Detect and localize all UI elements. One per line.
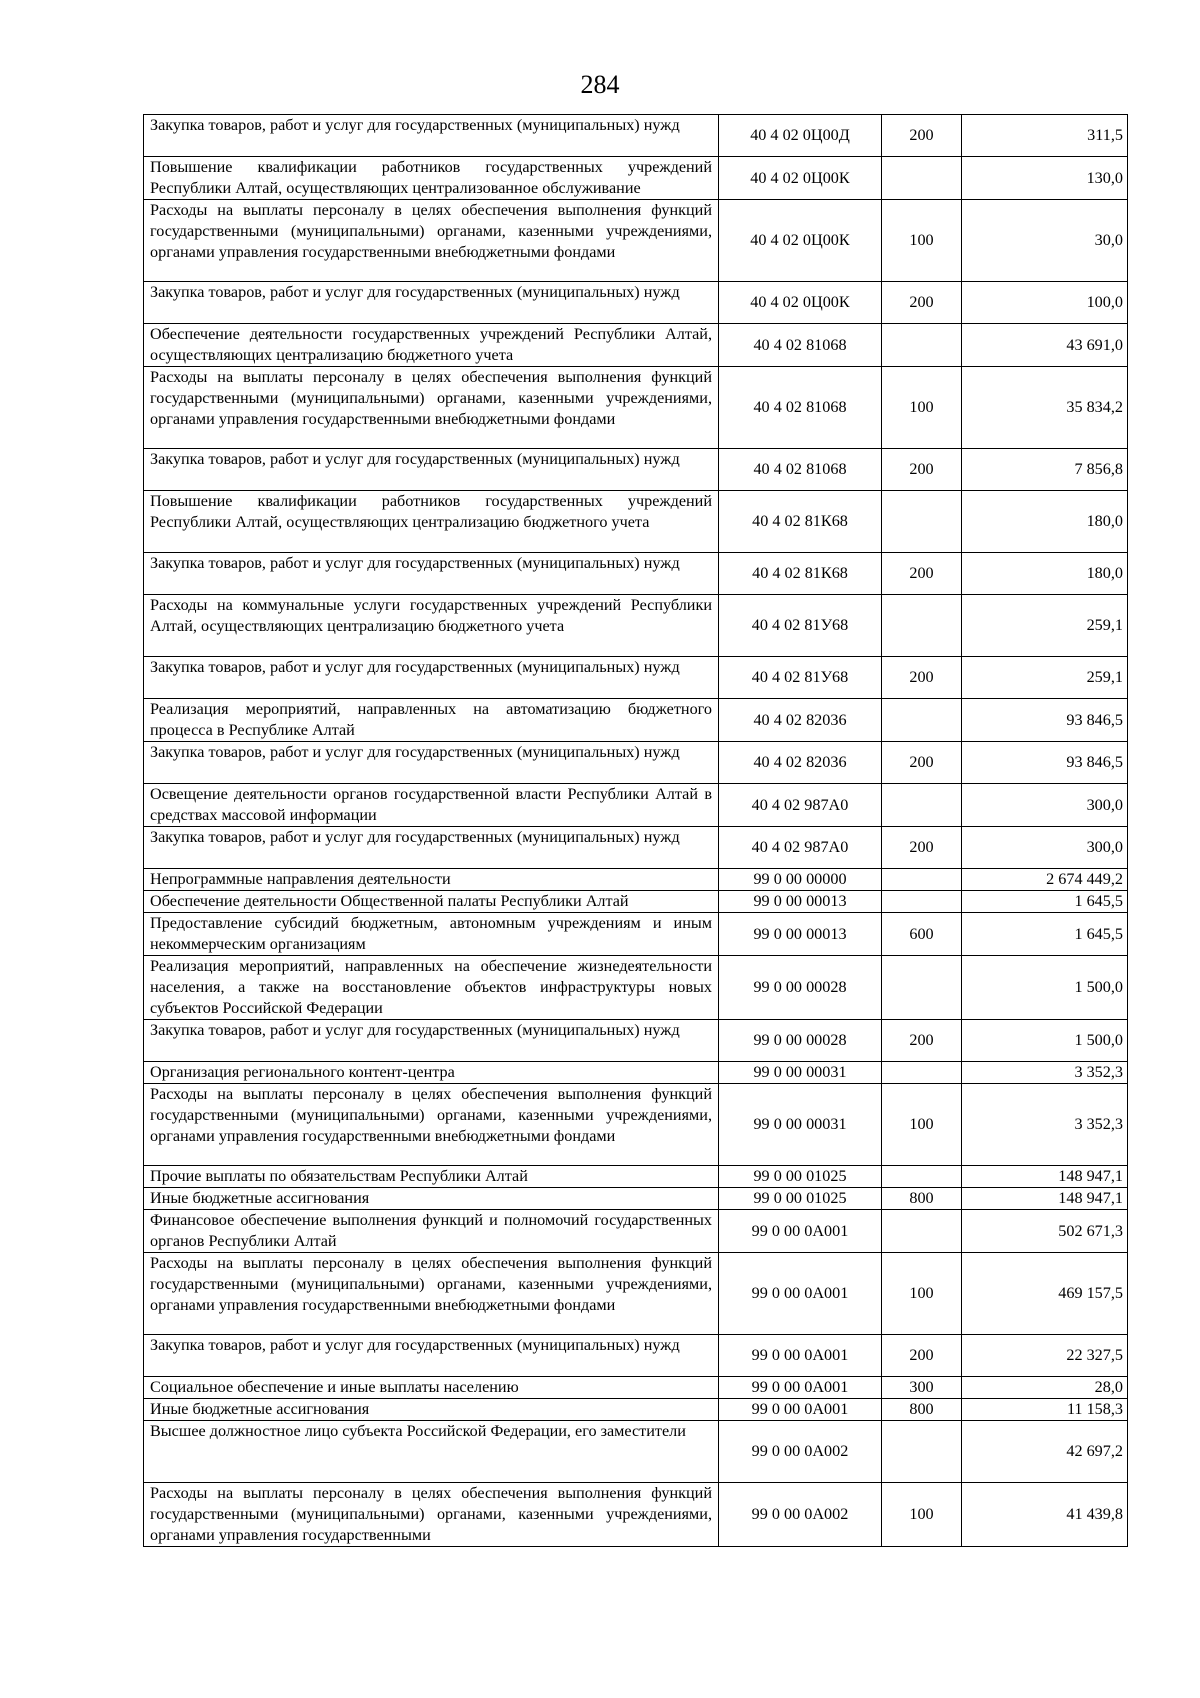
table-row: [144, 324, 1128, 367]
row-description: Закупка товаров, работ и услуг для государственных (муниципальных) нужд: [144, 1335, 719, 1377]
table-row: [144, 1377, 1128, 1399]
row-amount: 22 327,5: [962, 1335, 1128, 1377]
row-description: Закупка товаров, работ и услуг для государственных (муниципальных) нужд: [144, 742, 719, 784]
row-expense-type: 100: [882, 1084, 962, 1166]
row-description: Прочие выплаты по обязательствам Республики Алтай: [144, 1166, 719, 1188]
row-amount: 130,0: [962, 157, 1128, 200]
row-budget-code: 99 0 00 0А002: [719, 1421, 882, 1483]
row-expense-type: [882, 491, 962, 553]
row-amount: 28,0: [962, 1377, 1128, 1399]
row-expense-type: 200: [882, 657, 962, 699]
table-row: [144, 657, 1128, 699]
row-description: Иные бюджетные ассигнования: [144, 1399, 719, 1421]
row-amount: 1 500,0: [962, 956, 1128, 1020]
row-expense-type: [882, 956, 962, 1020]
row-description: Реализация мероприятий, направленных на обеспечение жизнедеятельности населения, а также на восстановление объектов инфраструктуры новых субъектов Российской Федерации: [144, 956, 719, 1020]
row-description: Иные бюджетные ассигнования: [144, 1188, 719, 1210]
row-expense-type: 200: [882, 449, 962, 491]
row-expense-type: 200: [882, 742, 962, 784]
table-row: [144, 956, 1128, 1020]
table-row: [144, 1166, 1128, 1188]
row-description: Социальное обеспечение и иные выплаты населению: [144, 1377, 719, 1399]
row-expense-type: [882, 1421, 962, 1483]
row-budget-code: 40 4 02 0Ц00Д: [719, 115, 882, 157]
page-number: 284: [580, 70, 620, 99]
row-amount: 2 674 449,2: [962, 869, 1128, 891]
row-description: Закупка товаров, работ и услуг для государственных (муниципальных) нужд: [144, 282, 719, 324]
row-budget-code: 99 0 00 00031: [719, 1062, 882, 1084]
row-description: Обеспечение деятельности Общественной палаты Республики Алтай: [144, 891, 719, 913]
table-row: [144, 1062, 1128, 1084]
table-row: [144, 553, 1128, 595]
row-expense-type: [882, 595, 962, 657]
row-description: Закупка товаров, работ и услуг для государственных (муниципальных) нужд: [144, 657, 719, 699]
row-description: Непрограммные направления деятельности: [144, 869, 719, 891]
row-amount: 502 671,3: [962, 1210, 1128, 1253]
row-amount: 41 439,8: [962, 1483, 1128, 1547]
row-amount: 30,0: [962, 200, 1128, 282]
row-amount: 1 645,5: [962, 913, 1128, 956]
row-budget-code: 99 0 00 0А001: [719, 1253, 882, 1335]
row-expense-type: [882, 869, 962, 891]
table-row: [144, 827, 1128, 869]
row-description: Реализация мероприятий, направленных на автоматизацию бюджетного процесса в Республике Алтай: [144, 699, 719, 742]
row-amount: 7 856,8: [962, 449, 1128, 491]
row-description: Повышение квалификации работников государственных учреждений Республики Алтай, осуществляющих централизованное обслуживание: [144, 157, 719, 200]
row-description: Освещение деятельности органов государственной власти Республики Алтай в средствах массовой информации: [144, 784, 719, 827]
row-budget-code: 40 4 02 81У68: [719, 657, 882, 699]
row-budget-code: 40 4 02 81К68: [719, 553, 882, 595]
table-row: [144, 200, 1128, 282]
table-row: [144, 913, 1128, 956]
row-amount: 93 846,5: [962, 699, 1128, 742]
table-row: [144, 367, 1128, 449]
row-description: Предоставление субсидий бюджетным, автономным учреждениям и иным некоммерческим организациям: [144, 913, 719, 956]
row-amount: 42 697,2: [962, 1421, 1128, 1483]
row-description: Расходы на выплаты персоналу в целях обеспечения выполнения функций государственными (муниципальными) органами, казенными учреждениями, органами управления государственными внебюджетными фондами: [144, 1084, 719, 1166]
row-expense-type: 100: [882, 367, 962, 449]
row-budget-code: 40 4 02 987А0: [719, 784, 882, 827]
table-row: [144, 282, 1128, 324]
table-row: [144, 1335, 1128, 1377]
row-budget-code: 99 0 00 00028: [719, 956, 882, 1020]
row-budget-code: 99 0 00 0А001: [719, 1210, 882, 1253]
row-budget-code: 40 4 02 987А0: [719, 827, 882, 869]
table-row: [144, 1399, 1128, 1421]
row-expense-type: 300: [882, 1377, 962, 1399]
row-description: Обеспечение деятельности государственных учреждений Республики Алтай, осуществляющих централизацию бюджетного учета: [144, 324, 719, 367]
row-expense-type: 200: [882, 553, 962, 595]
row-budget-code: 99 0 00 00013: [719, 891, 882, 913]
row-amount: 180,0: [962, 491, 1128, 553]
table-row: [144, 115, 1128, 157]
row-description: Закупка товаров, работ и услуг для государственных (муниципальных) нужд: [144, 449, 719, 491]
row-budget-code: 40 4 02 81К68: [719, 491, 882, 553]
row-description: Финансовое обеспечение выполнения функций и полномочий государственных органов Республики Алтай: [144, 1210, 719, 1253]
row-amount: 35 834,2: [962, 367, 1128, 449]
table-row: [144, 595, 1128, 657]
table-row: [144, 1253, 1128, 1335]
row-amount: 148 947,1: [962, 1188, 1128, 1210]
row-budget-code: 40 4 02 81068: [719, 324, 882, 367]
table-row: [144, 1020, 1128, 1062]
row-amount: 3 352,3: [962, 1084, 1128, 1166]
row-amount: 259,1: [962, 595, 1128, 657]
row-budget-code: 99 0 00 00000: [719, 869, 882, 891]
table-row: [144, 869, 1128, 891]
row-amount: 1 645,5: [962, 891, 1128, 913]
row-expense-type: [882, 324, 962, 367]
row-expense-type: 100: [882, 200, 962, 282]
row-budget-code: 40 4 02 0Ц00К: [719, 200, 882, 282]
row-expense-type: [882, 157, 962, 200]
row-expense-type: [882, 891, 962, 913]
row-description: Закупка товаров, работ и услуг для государственных (муниципальных) нужд: [144, 553, 719, 595]
row-description: Расходы на выплаты персоналу в целях обеспечения выполнения функций государственными (муниципальными) органами, казенными учреждениями, органами управления государственными внебюджетными фондами: [144, 200, 719, 282]
row-amount: 300,0: [962, 827, 1128, 869]
row-budget-code: 99 0 00 00013: [719, 913, 882, 956]
row-expense-type: 200: [882, 1020, 962, 1062]
row-amount: 93 846,5: [962, 742, 1128, 784]
row-amount: 1 500,0: [962, 1020, 1128, 1062]
row-budget-code: 99 0 00 0А001: [719, 1377, 882, 1399]
table-row: [144, 1421, 1128, 1483]
row-description: Высшее должностное лицо субъекта Российской Федерации, его заместители: [144, 1421, 719, 1483]
row-budget-code: 40 4 02 82036: [719, 742, 882, 784]
row-budget-code: 99 0 00 01025: [719, 1188, 882, 1210]
row-budget-code: 40 4 02 81068: [719, 367, 882, 449]
table-row: [144, 1210, 1128, 1253]
budget-table-body: [144, 115, 1128, 1547]
table-row: [144, 157, 1128, 200]
row-expense-type: 600: [882, 913, 962, 956]
row-amount: 300,0: [962, 784, 1128, 827]
row-amount: 43 691,0: [962, 324, 1128, 367]
row-expense-type: [882, 1062, 962, 1084]
row-description: Расходы на выплаты персоналу в целях обеспечения выполнения функций государственными (муниципальными) органами, казенными учреждениями, органами управления государственными внебюджетными фондами: [144, 1253, 719, 1335]
table-row: [144, 784, 1128, 827]
row-expense-type: 200: [882, 282, 962, 324]
table-row: [144, 491, 1128, 553]
row-budget-code: 99 0 00 01025: [719, 1166, 882, 1188]
row-description: Расходы на выплаты персоналу в целях обеспечения выполнения функций государственными (муниципальными) органами, казенными учреждениями, органами управления государственными внебюджетными фондами: [144, 367, 719, 449]
row-budget-code: 99 0 00 0А001: [719, 1399, 882, 1421]
row-budget-code: 99 0 00 00031: [719, 1084, 882, 1166]
row-description: Расходы на выплаты персоналу в целях обеспечения выполнения функций государственными (муниципальными) органами, казенными учреждениями, органами управления государственными: [144, 1483, 719, 1547]
row-expense-type: [882, 1210, 962, 1253]
row-budget-code: 40 4 02 81068: [719, 449, 882, 491]
row-description: Организация регионального контент-центра: [144, 1062, 719, 1084]
row-expense-type: 200: [882, 827, 962, 869]
row-amount: 100,0: [962, 282, 1128, 324]
table-row: [144, 1483, 1128, 1547]
row-budget-code: 99 0 00 0А002: [719, 1483, 882, 1547]
row-expense-type: [882, 699, 962, 742]
row-expense-type: [882, 784, 962, 827]
row-expense-type: 200: [882, 115, 962, 157]
table-row: [144, 699, 1128, 742]
row-expense-type: 200: [882, 1335, 962, 1377]
row-description: Расходы на коммунальные услуги государственных учреждений Республики Алтай, осуществляющих централизацию бюджетного учета: [144, 595, 719, 657]
row-description: Закупка товаров, работ и услуг для государственных (муниципальных) нужд: [144, 115, 719, 157]
row-description: Закупка товаров, работ и услуг для государственных (муниципальных) нужд: [144, 827, 719, 869]
row-expense-type: 100: [882, 1483, 962, 1547]
row-amount: 180,0: [962, 553, 1128, 595]
row-amount: 259,1: [962, 657, 1128, 699]
table-row: [144, 742, 1128, 784]
row-budget-code: 99 0 00 00028: [719, 1020, 882, 1062]
row-amount: 148 947,1: [962, 1166, 1128, 1188]
row-budget-code: 40 4 02 0Ц00К: [719, 282, 882, 324]
row-description: Закупка товаров, работ и услуг для государственных (муниципальных) нужд: [144, 1020, 719, 1062]
row-budget-code: 40 4 02 82036: [719, 699, 882, 742]
row-budget-code: 99 0 00 0А001: [719, 1335, 882, 1377]
table-row: [144, 449, 1128, 491]
row-amount: 11 158,3: [962, 1399, 1128, 1421]
row-budget-code: 40 4 02 81У68: [719, 595, 882, 657]
row-amount: 469 157,5: [962, 1253, 1128, 1335]
row-amount: 3 352,3: [962, 1062, 1128, 1084]
row-expense-type: 100: [882, 1253, 962, 1335]
row-expense-type: [882, 1166, 962, 1188]
row-expense-type: 800: [882, 1188, 962, 1210]
table-row: [144, 1188, 1128, 1210]
row-expense-type: 800: [882, 1399, 962, 1421]
row-budget-code: 40 4 02 0Ц00К: [719, 157, 882, 200]
row-description: Повышение квалификации работников государственных учреждений Республики Алтай, осуществляющих централизацию бюджетного учета: [144, 491, 719, 553]
table-row: [144, 1084, 1128, 1166]
table-row: [144, 891, 1128, 913]
budget-table: [143, 114, 1128, 1547]
row-amount: 311,5: [962, 115, 1128, 157]
